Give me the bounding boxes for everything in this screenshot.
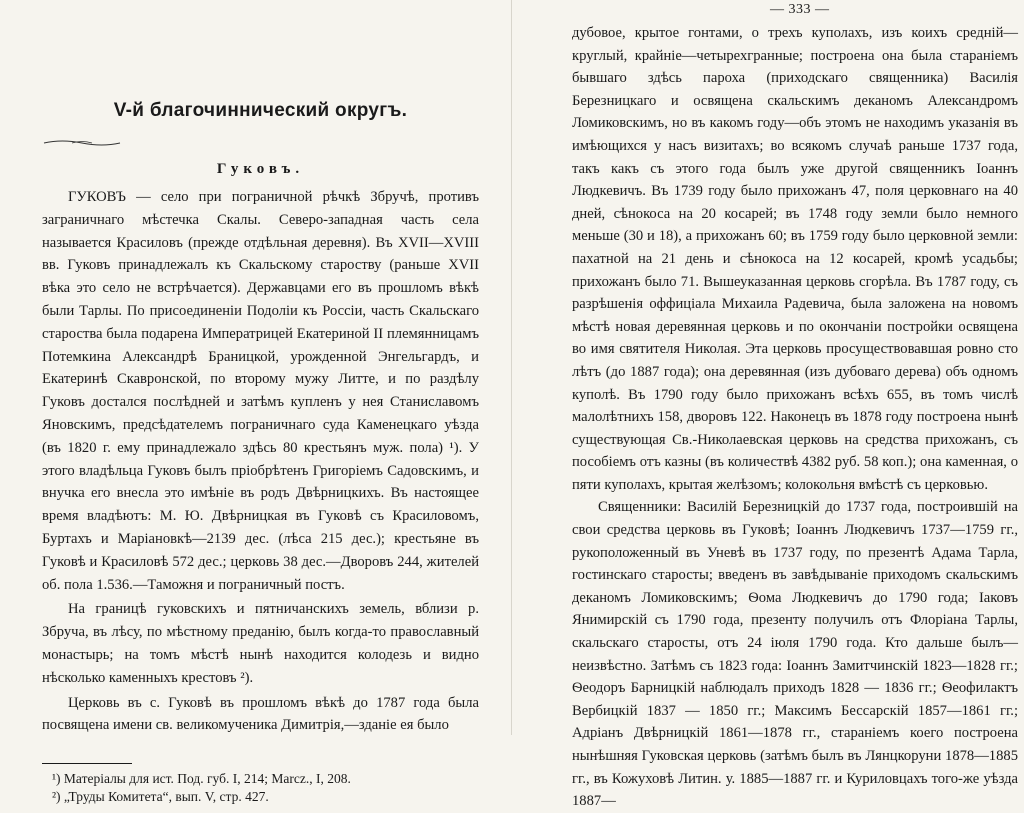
paragraph-priests: Священники: Василій Березницкій до 1737 года, построившій на свои средства церковь въ Гуковѣ; Іоаннъ Людкевичъ 1737—1759 гг., рукоположенный въ Уневѣ въ 1737 году, по презентѣ Адама Тарла, гостинскаго старосты; введенъ въ завѣдываніе приходомъ скальскимъ деканомъ Ломиковскимъ; Ѳома Людкевичъ до 1790 года; Іаковъ Янимирскій съ 1790 года, презенту получилъ отъ Флоріана Тарлы, скальскаго старосты, отъ 24 іюля 1790 года. Кто дальше былъ—неизвѣстно. Затѣмъ съ 1823 года: Іоаннъ Замитчинскій 1823—1828 гг.; Ѳеодоръ Барницкій наблюдалъ приходъ 1828 — 1836 гг.; Ѳеофилактъ Вербицкій 1837 — 1850 гг.; Максимъ Бессарскій 1857—1861 гг.; Адріанъ Двѣрницкій 1861—1878 гг., стараніемъ коего построена нынѣшняя Гуковская церковь (затѣмъ былъ въ Лянцкоруни 1878—1885 гг., въ Кожуховѣ Литин. у. 1885—1887 гг. и Куриловцахъ того-же уѣзда 1887— — [572, 499, 1018, 810]
paragraph-church: Церковь въ с. Гуковѣ въ прошломъ вѣкѣ до 1787 года была посвящена имени св. великомученика Димитрія,—зданіе ея было — [42, 694, 479, 734]
section-title: V-й благочиннический округъ. — [113, 100, 408, 121]
footnote-1: ¹) Матеріалы для ист. Под. губ. I, 214; Marcz., I, 208. — [52, 771, 351, 787]
right-page — [512, 0, 1024, 810]
place-title: Гуковъ. — [216, 161, 305, 177]
left-page — [0, 0, 512, 805]
footnote-separator — [42, 763, 132, 764]
page-number: — 333 — — [770, 2, 830, 17]
paragraph-church-continued: дубовое, крытое гонтами, о трехъ куполахъ, изъ коихъ средній—круглый, крайніе—четырехгранные; построена она была стараніемъ бывшаго здѣсь пароха (приходскаго священника) Василія Березницкаго и освящена скальскимъ деканомъ Александромъ Ломиковскимъ, но въ какомъ году—объ этомъ не находимъ указанія въ имѣющихся у насъ визитахъ; во всякомъ случаѣ раньше 1737 года, такъ какъ съ этого года былъ уже другой священникъ Іоаннъ Людкевичъ. Въ 1739 году было прихожанъ 47, поля церковнаго на 40 дней, сѣнокоса на 20 косарей; въ 1748 году земли было немного меньше (30 и 18), а прихожанъ 60; въ 1759 году было церковной земли: пахатной на 21 день и сѣнокоса на 12 косарей, кромѣ усадьбы; прихожанъ было 71. Вышеуказанная церковь сгорѣла. Въ 1787 году, съ разрѣшенія оффиціала Михаила Радевича, была заложена на новомъ мѣстѣ новая деревянная церковь и по окончаніи постройки освящена во имя святителя Николая. Эта церковь просуществовавшая ровно сто лѣтъ (до 1887 года); она деревянная (изъ дубоваго дерева) объ одномъ куполѣ. Въ 1790 году было прихожанъ всѣхъ 655, въ томъ числѣ малолѣтнихъ 158, дворовъ 122. Наконецъ въ 1878 году построена нынѣ существующая Св.-Николаевская церковь на средства прихожанъ, съ пособіемъ отъ казны (въ количествѣ 4382 руб. 58 коп.); она каменная, о пяти куполахъ, крытая желѣзомъ; колокольня вмѣстѣ съ церковью. — [572, 25, 1018, 493]
paragraph-gukov-history: ГУКОВЪ — село при пограничной рѣчкѣ Збручѣ, противъ заграничнаго мѣстечка Скалы. Северо-западная часть села называется Красиловъ (прежде отдѣльная деревня). Въ XVII—XVIII вв. Гуковъ принадлежалъ къ Скальскому староству (раньше XVII вѣка это село не встрѣчается). Державцами его въ прошломъ вѣкѣ были Тарлы. По присоединеніи Подоліи къ Россіи, часть Скальскаго староства была подарена Императрицей Екатериной II племянницамъ Потемкина Александрѣ Браницкой, урожденной Энгельгардъ, и Екатеринѣ Скавронской, по второму мужу Литте, и по раздѣлу Гуковъ достался послѣдней и затѣмъ купленъ у нея Станиславомъ Яновскимъ, предсѣдателемъ пограничнаго суда Каменецкаго уѣзда (въ 1820 г. ему принадлежало здѣсь 80 крестьянъ муж. пола) ¹). У этого владѣльца Гуковъ былъ пріобрѣтенъ Григоріемъ Садовскимъ, и внучка его внесла это имѣніе въ родъ Двѣрницкихъ. Въ настоящее время владѣютъ: М. Ю. Двѣрницкая въ Гуковѣ съ Красиловомъ, Буртахъ и Маріановкѣ—2139 дес. (лѣса 215 дес.); крестьяне въ Гуковѣ и Красиловѣ 572 дес.; церковь 38 дес.—Дворовъ 244, жителей об. пола 1.536.—Таможня и пограничный постъ. — [42, 189, 479, 593]
paragraph-monastery: На границѣ гуковскихъ и пятничанскихъ земель, вблизи р. Збруча, въ лѣсу, по мѣстному преданію, былъ когда-то православный монастырь; на томъ мѣстѣ нынѣ находится колодезь и видно нѣсколько каменныхъ крестовъ ²). — [42, 601, 479, 686]
ornament-divider — [42, 138, 122, 148]
footnote-2: ²) „Труды Комитета“, вып. V, стр. 427. — [52, 789, 269, 805]
